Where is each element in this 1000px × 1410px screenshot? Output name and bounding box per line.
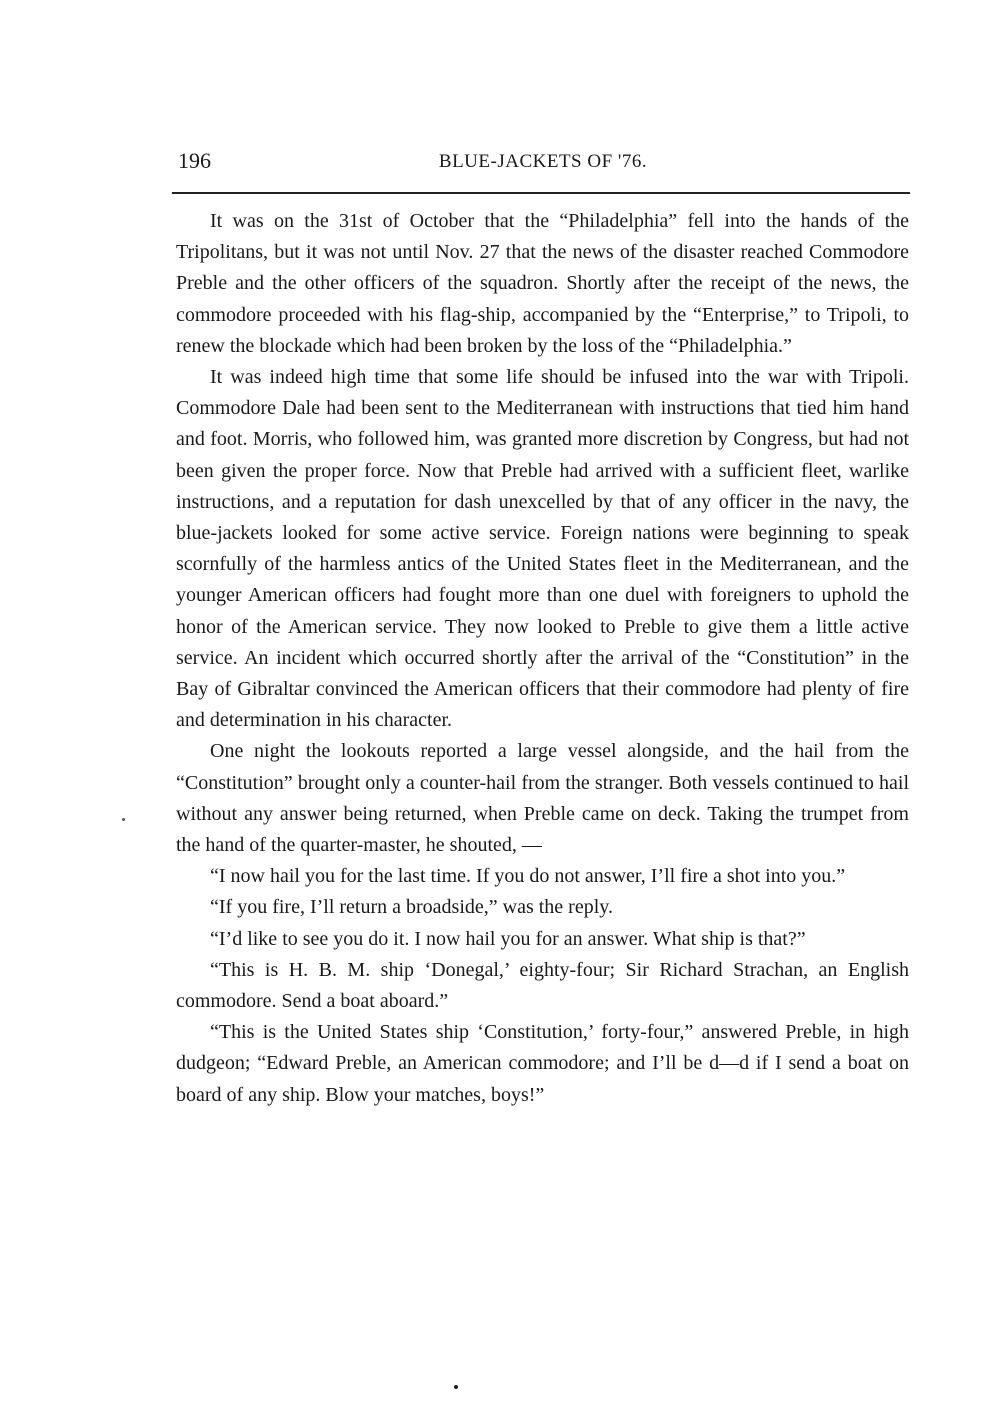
paragraph: “I’d like to see you do it. I now hail you for an answer. What ship is that?” bbox=[210, 927, 806, 950]
paragraph: It was indeed high time that some life should be infused into the war with Tripoli. Commodore Dale had been sent to the Mediterranean with instructions that tied him hand and foot. Morris, who followed him, was granted more discretion by Congress, but had not been given the proper force. Now that Preble had arrived with a sufficient fleet, warlike instructions, and a reputation for dash unexcelled by that of any officer in the navy, the blue-jackets looked for some active service. Foreign nations were beginning to speak scornfully of the harmless antics of the United States fleet in the Mediterranean, and the younger American officers had fought more than one duel with foreigners to uphold the honor of the American service. They now looked to Preble to give them a little active service. An incident which occurred shortly after the arrival of the “Constitution” in the Bay of Gibraltar convinced the American officers that their commodore had plenty of fire and determination in his character. bbox=[176, 366, 909, 732]
paragraph: “This is H. B. M. ship ‘Donegal,’ eighty-four; Sir Richard Strachan, an English commodore. Send a boat aboard.” bbox=[176, 958, 909, 1013]
page-number: 196 bbox=[178, 148, 211, 173]
paragraph: “I now hail you for the last time. If you do not answer, I’ll fire a shot into you.” bbox=[210, 865, 846, 888]
footer-dot bbox=[454, 1385, 458, 1389]
body-text bbox=[176, 206, 909, 1111]
header-rule bbox=[172, 192, 910, 194]
paragraph: “If you fire, I’ll return a broadside,” was the reply. bbox=[210, 896, 613, 919]
margin-speck bbox=[122, 818, 125, 821]
paragraph: “This is the United States ship ‘Constitution,’ forty-four,” answered Preble, in high dudgeon; “Edward Preble, an American commodore; and I’ll be d—d if I send a boat on board of any ship. Blow your matches, boys!” bbox=[176, 1021, 909, 1106]
paragraph: One night the lookouts reported a large vessel alongside, and the hail from the “Constitution” brought only a counter-hail from the stranger. Both vessels continued to hail without any answer being returned, when Preble came on deck. Taking the trumpet from the hand of the quarter-master, he shouted, — bbox=[176, 740, 909, 857]
paragraph: It was on the 31st of October that the “Philadelphia” fell into the hands of the Tripolitans, but it was not until Nov. 27 that the news of the disaster reached Commodore Preble and the other officers of the squadron. Shortly after the receipt of the news, the commodore proceeded with his flag-ship, accompanied by the “Enterprise,” to Tripoli, to renew the blockade which had been broken by the loss of the “Philadelphia.” bbox=[176, 210, 909, 357]
running-title: BLUE-JACKETS OF '76. bbox=[438, 151, 648, 172]
running-head bbox=[178, 148, 908, 178]
